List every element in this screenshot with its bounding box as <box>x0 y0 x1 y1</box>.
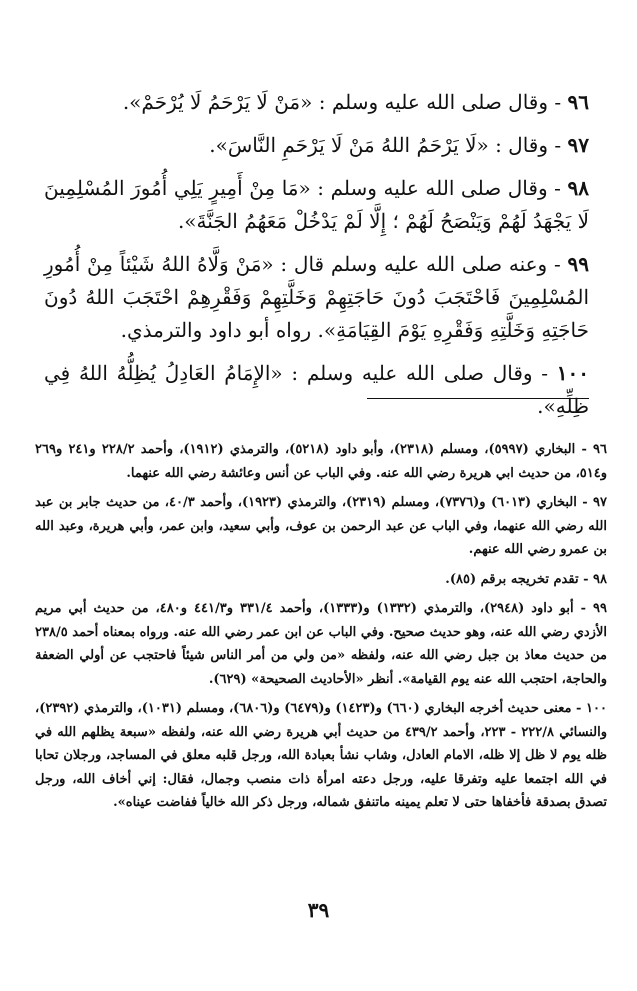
hadith-number: ٩٦ <box>567 90 589 114</box>
footnote-text: البخاري (٥٩٩٧)، ومسلم (٢٣١٨)، وأبو داود (٥٢١٨)، والترمذي (١٩١٢)، وأحمد ٢٢٨/٢ و٢٤١ و٢٦٩ و٥١٤، من حديث ابي هريرة رضي الله عنه. وفي الباب عن أنس وعائشة رضي الله عنهما. <box>35 442 607 481</box>
hadith-paragraph: ٩٧ - وقال : «لَا يَرْحَمُ اللهُ مَنْ لَا يَرْحَمِ النَّاسَ». <box>209 133 589 157</box>
footnote-text: معنى حديث أخرجه البخاري (٦٦٠) و(١٤٢٣) و(٦٤٧٩) و(٦٨٠٦)، ومسلم (١٠٣١)، والترمذي (٢٣٩٢)، والنسائي ٢٢٢/٨ - ٢٢٣، وأحمد ٤٣٩/٢ من حديث أبي هريرة رضي الله عنه، ولفظه «سبعة يظلهم الله في ظله يوم لا ظل إلا ظله، الامام العادل، وشاب نشأ بعبادة الله، ورجل قلبه معلق في المساجد، ورجلان تحابا في الله اجتمعا عليه وتفرقا عليه، ورجل دعته امرأة ذات منصب وجمال، فقال: إني أخاف الله، ورجل تصدق بصدقة فأخفاها حتى لا تعلم يمينه ماتنفق شماله، ورجل ذكر الله خالياً ففاضت عيناه». <box>35 701 607 810</box>
hadith-paragraph: ٩٦ - وقال صلى الله عليه وسلم : «مَنْ لَا يَرْحَمُ لَا يُرْحَمْ». <box>122 90 589 114</box>
footnote: ١٠٠ - معنى حديث أخرجه البخاري (٦٦٠) و(١٤٢٣) و(٦٤٧٩) و(٦٨٠٦)، ومسلم (١٠٣١)، والترمذي (٢٣٩٢)، والنسائي ٢٢٢/٨ - ٢٢٣، وأحمد ٤٣٩/٢ من حديث أبي هريرة رضي الله عنه، ولفظه «سبعة يظلهم الله في ظله يوم لا ظل إلا ظله، الامام العادل، وشاب نشأ بعبادة الله، ورجل قلبه معلق في المساجد، ورجلان تحابا في الله اجتمعا عليه وتفرقا عليه، ورجل دعته امرأة ذات منصب وجمال، فقال: إني أخاف الله، ورجل تصدق بصدقة فأخفاها حتى لا تعلم يمينه ماتنفق شماله، ورجل ذكر الله خالياً ففاضت عيناه». <box>35 701 607 810</box>
page-number: ٣٩ <box>307 898 330 922</box>
hadith-text: وقال صلى الله عليه وسلم : «الإِمَامُ العَادِلُ يُظِلُّهُ اللهُ فِي ظِلِّهِ». <box>44 361 589 418</box>
hadith-number: ٩٨ <box>567 176 589 200</box>
footnote: ٩٩ - أبو داود (٢٩٤٨)، والترمذي (١٣٣٢) و(١٣٣٣)، وأحمد ٣٣١/٤ و٤٤١/٣ و٤٨٠، من حديث أبي مريم الأزدي رضي الله عنه، وهو حديث صحيح. وفي الباب عن ابن عمر رضي الله عنه. ورواه بمعناه أحمد ٢٣٨/٥ من حديث معاذ بن جبل رضي الله عنه، ولفظه «من ولي من أمر الناس شيئاً فاحتجب عن أولي الضعفة والحاجة، احتجب الله عنه يوم القيامة». أنظر «الأحاديث الصحيحة» (٦٢٩). <box>35 601 607 687</box>
main-text <box>44 86 589 433</box>
hadith-number: ٩٩ <box>567 252 589 276</box>
hadith-text: وقال صلى الله عليه وسلم : «مَا مِنْ أَمِيرٍ يَلِي أُمُورَ المُسْلِمِينَ لَا يَجْهَدُ لَهُمْ وَيَنْصَحُ لَهُمْ ؛ إِلَّا لَمْ يَدْخُلْ مَعَهُمُ الجَنَّةَ». <box>44 176 589 233</box>
footnote-number: ٩٩ <box>593 601 607 616</box>
footnote: ٩٦ - البخاري (٥٩٩٧)، ومسلم (٢٣١٨)، وأبو داود (٥٢١٨)، والترمذي (١٩١٢)، وأحمد ٢٢٨/٢ و٢٤١ و٢٦٩ و٥١٤، من حديث ابي هريرة رضي الله عنه. وفي الباب عن أنس وعائشة رضي الله عنهما. <box>35 442 608 481</box>
footnote-number: ١٠٠ <box>586 701 607 716</box>
hadith-number: ٩٧ <box>567 133 589 157</box>
footnote-text: البخاري (٦٠١٣) و(٧٣٧٦)، ومسلم (٢٣١٩)، والترمذي (١٩٢٣)، وأحمد ٤٠/٣، من حديث جابر بن عبد الله رضي الله عنهما، وفي الباب عن عبد الرحمن بن عوف، وأبي سعيد، وابن عمر، وأبي هريرة، وعبد الله بن عمرو رضي الله عنهم. <box>35 495 607 557</box>
footnote-number: ٩٨ <box>593 571 607 587</box>
hadith-text: وقال : «لَا يَرْحَمُ اللهُ مَنْ لَا يَرْحَمِ النَّاسَ». <box>209 133 549 157</box>
footnote-separator <box>367 398 589 399</box>
footnote-text: أبو داود (٢٩٤٨)، والترمذي (١٣٣٢) و(١٣٣٣)، وأحمد ٣٣١/٤ و٤٤١/٣ و٤٨٠، من حديث أبي مريم الأزدي رضي الله عنه، وهو حديث صحيح. وفي الباب عن ابن عمر رضي الله عنه. ورواه بمعناه أحمد ٢٣٨/٥ من حديث معاذ بن جبل رضي الله عنه، ولفظه «من ولي من أمر الناس شيئاً فاحتجب عن أولي الضعفة والحاجة، احتجب الله عنه يوم القيامة». أنظر «الأحاديث الصحيحة» (٦٢٩). <box>35 601 607 687</box>
hadith-paragraph: ٩٨ - وقال صلى الله عليه وسلم : «مَا مِنْ أَمِيرٍ يَلِي أُمُورَ المُسْلِمِينَ لَا يَجْهَدُ لَهُمْ وَيَنْصَحُ لَهُمْ ؛ إِلَّا لَمْ يَدْخُلْ مَعَهُمُ الجَنَّةَ». <box>44 176 589 233</box>
hadith-text: وعنه صلى الله عليه وسلم قال : «مَنْ وَلَّاهُ اللهُ شَيْئاً مِنْ أُمُورِ المُسْلِمِينَ فَاحْتَجَبَ دُونَ حَاجَتِهِمْ وَخَلَّتِهِمْ وَفَقْرِهِمْ احْتَجَبَ اللهُ دُونَ حَاجَتِهِ وَخَلَّتِهِ وَفَقْرِهِ يَوْمَ القِيَامَةِ». رواه أبو داود والترمذي. <box>44 252 589 342</box>
hadith-number: ١٠٠ <box>556 361 589 385</box>
footnote-text: تقدم تخريجه برقم (٨٥). <box>445 571 579 587</box>
footnote: ٩٧ - البخاري (٦٠١٣) و(٧٣٧٦)، ومسلم (٢٣١٩)، والترمذي (١٩٢٣)، وأحمد ٤٠/٣، من حديث جابر بن عبد الله رضي الله عنهما، وفي الباب عن عبد الرحمن بن عوف، وأبي سعيد، وابن عمر، وأبي هريرة، وعبد الله بن عمرو رضي الله عنهم. <box>35 495 608 557</box>
footnotes <box>35 438 607 821</box>
footnote-number: ٩٦ <box>593 442 608 457</box>
footnote-number: ٩٧ <box>593 495 608 510</box>
hadith-text: وقال صلى الله عليه وسلم : «مَنْ لَا يَرْحَمُ لَا يُرْحَمْ». <box>122 90 549 114</box>
hadith-paragraph: ٩٩ - وعنه صلى الله عليه وسلم قال : «مَنْ وَلَّاهُ اللهُ شَيْئاً مِنْ أُمُورِ المُسْلِمِينَ فَاحْتَجَبَ دُونَ حَاجَتِهِمْ وَخَلَّتِهِمْ وَفَقْرِهِمْ احْتَجَبَ اللهُ دُونَ حَاجَتِهِ وَخَلَّتِهِ وَفَقْرِهِ يَوْمَ القِيَامَةِ». رواه أبو داود والترمذي. <box>44 252 589 342</box>
footnote: ٩٨ - تقدم تخريجه برقم (٨٥). <box>445 571 607 587</box>
hadith-paragraph: ١٠٠ - وقال صلى الله عليه وسلم : «الإِمَامُ العَادِلُ يُظِلُّهُ اللهُ فِي ظِلِّهِ». <box>44 361 589 418</box>
